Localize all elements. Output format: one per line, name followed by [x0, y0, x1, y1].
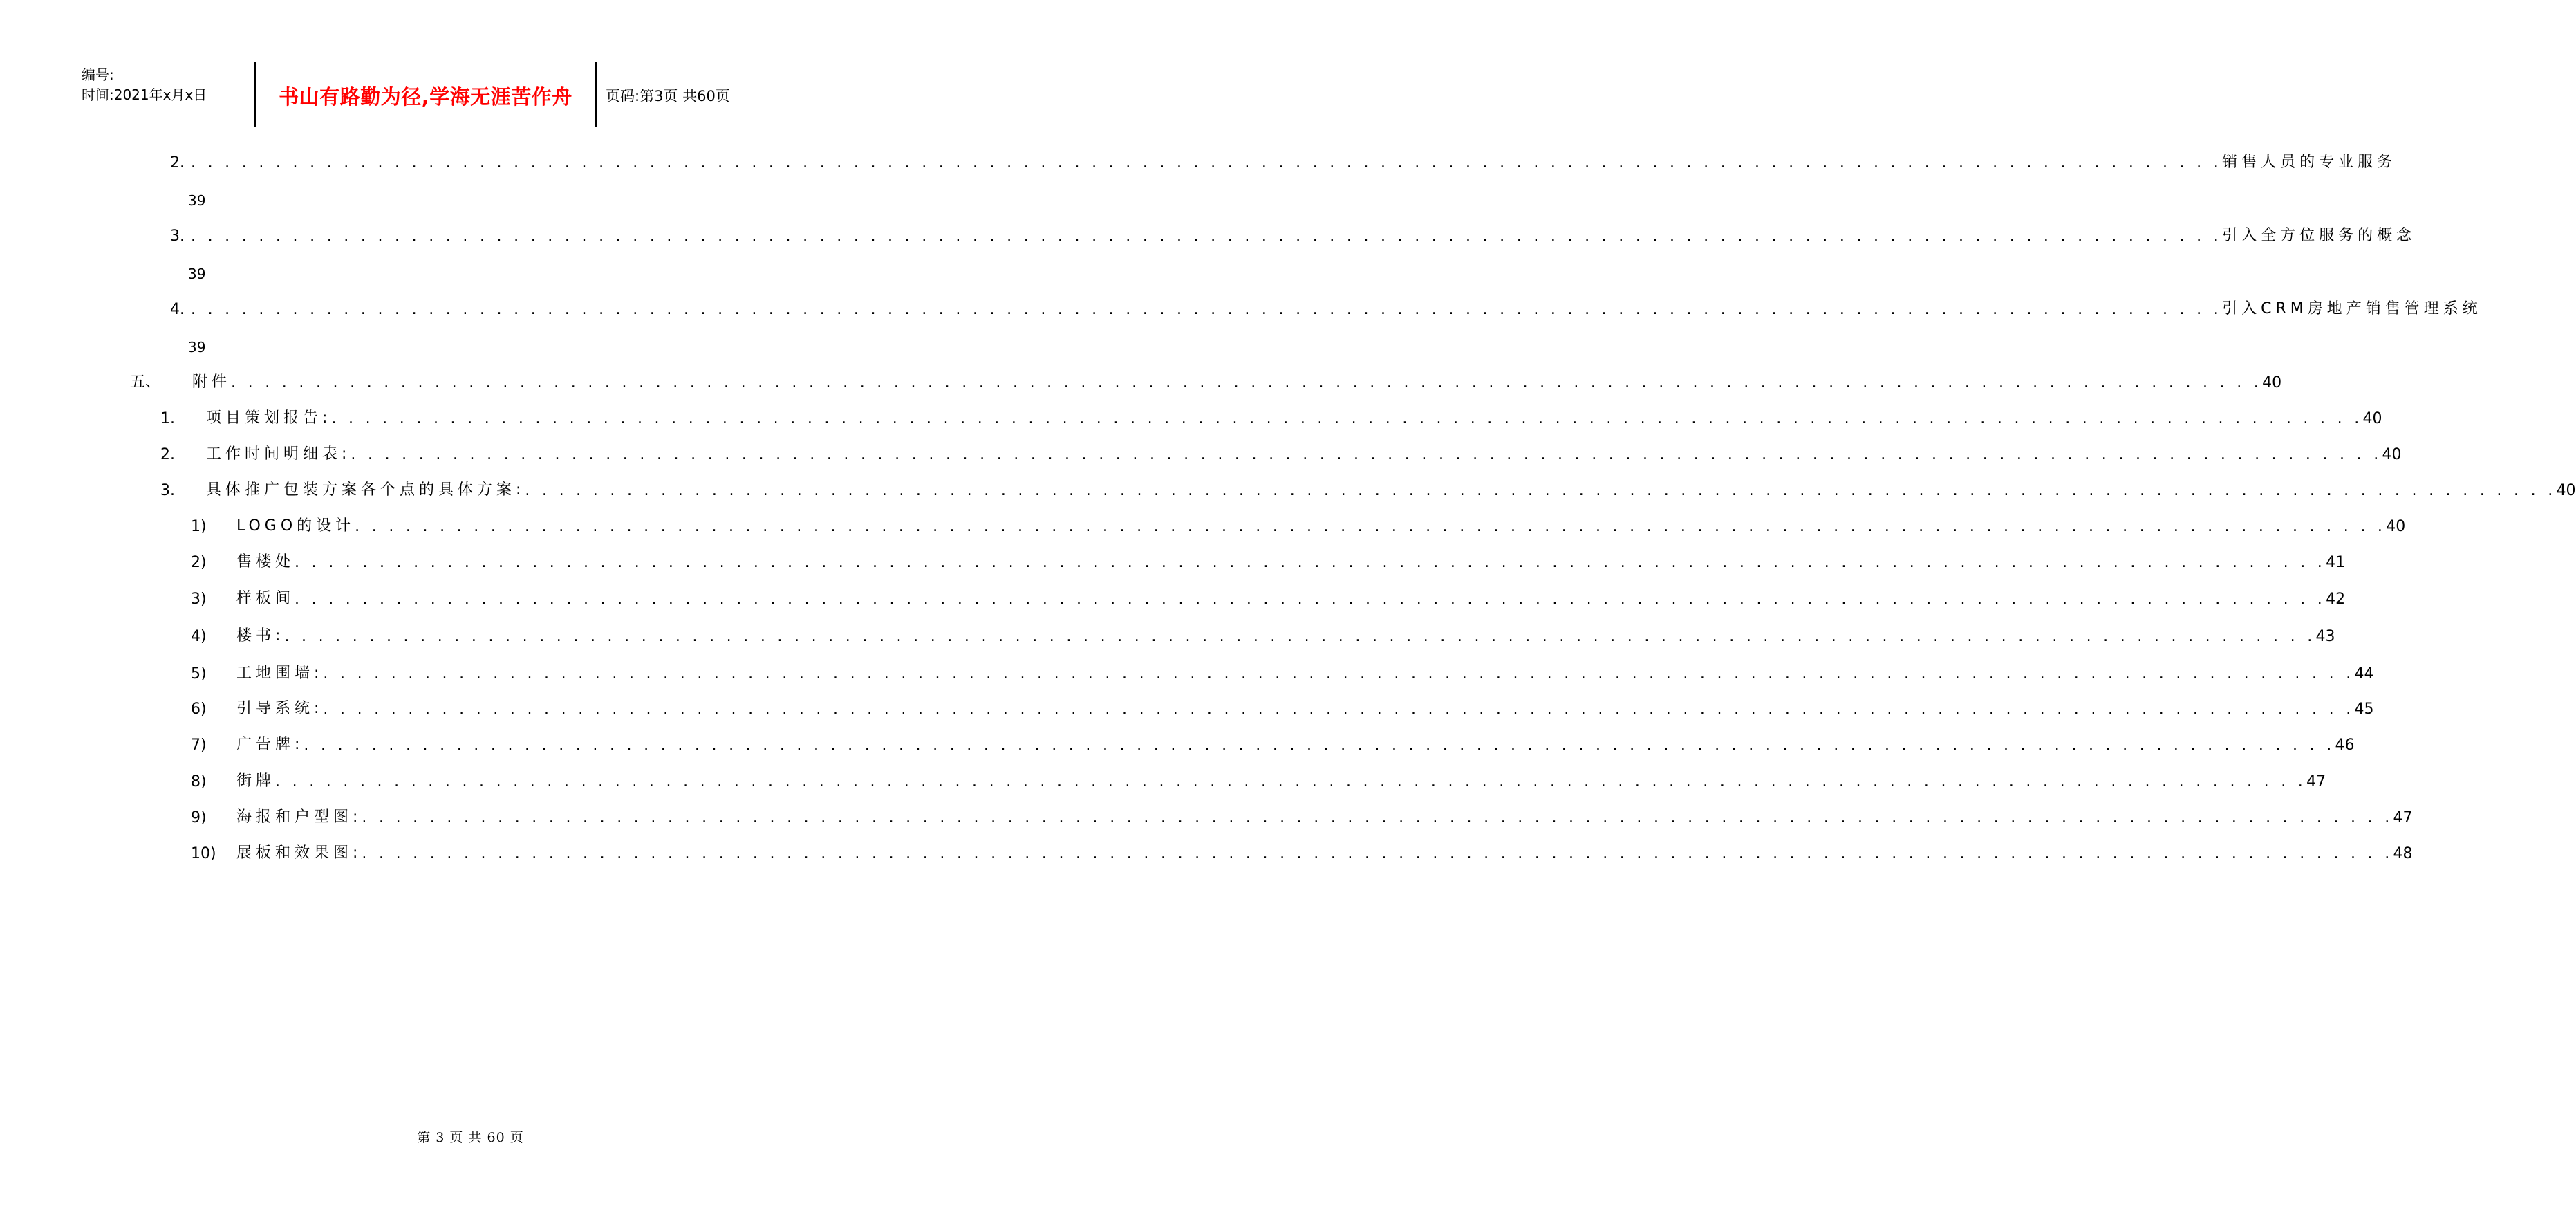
- toc-dot-leader: . . . . . . . . . . . . . . . . . . . . . . . . . . . . . . . . . . . . . . . . . . . . . . . . . . . . . . . . . . . . . . . . . . . . . . . . . . . . . . . . . . . . . . . . . . . . . . . . . . . . . . . . . . . . . . . . . . . . . . . .: [323, 665, 2355, 683]
- header-page-info: 页码:第3页 共60页: [606, 88, 730, 104]
- header-divider: [595, 62, 597, 127]
- toc-entry-page: 47: [2306, 773, 2326, 790]
- toc-entry: [191, 837, 2413, 862]
- toc-entry: [130, 367, 2282, 391]
- toc-dot-leader: . . . . . . . . . . . . . . . . . . . . . . . . . . . . . . . . . . . . . . . . . . . . . . . . . . . . . . . . . . . . . . . . . . . . . . . . . . . . . . . . . . . . . . . . . . . . . . . . . . . . . . . . . . . . . . . . . . . . . . . .: [191, 301, 2223, 318]
- toc-entry-number: 6): [191, 701, 207, 718]
- header-motto: 书山有路勤为径,学海无涯苦作舟: [279, 85, 572, 109]
- toc-entry-page: 48: [2393, 845, 2413, 862]
- toc-entry: [191, 658, 2374, 683]
- toc-entry-page: 39: [188, 339, 206, 355]
- toc-entry-number: 2.: [170, 154, 185, 172]
- toc-entry-page: 42: [2326, 591, 2346, 608]
- toc-entry-number: 4.: [170, 301, 185, 318]
- toc-dot-leader: . . . . . . . . . . . . . . . . . . . . . . . . . . . . . . . . . . . . . . . . . . . . . . . . . . . . . . . . . . . . . . . . . . . . . . . . . . . . . . . . . . . . . . . . . . . . . . . . . . . . . . . . . . . . . . . . . . . . . . . .: [295, 591, 2326, 608]
- toc-entry-title: 引入全方位服务的概念: [2222, 227, 2416, 244]
- toc-entry-number: 4): [191, 628, 207, 645]
- toc-entry-page: 40: [2556, 482, 2576, 499]
- toc-entry-number: 8): [191, 773, 207, 790]
- toc-entry: [160, 438, 2402, 463]
- toc-dot-leader: . . . . . . . . . . . . . . . . . . . . . . . . . . . . . . . . . . . . . . . . . . . . . . . . . . . . . . . . . . . . . . . . . . . . . . . . . . . . . . . . . . . . . . . . . . . . . . . . . . . . . . . . . . . . . . . . . . . . . . . .: [284, 628, 2316, 645]
- toc-entry-number: 2): [191, 554, 207, 571]
- toc-entry-number: 3): [191, 591, 207, 608]
- toc-entry-page: 44: [2354, 665, 2374, 683]
- toc-entry-page: 43: [2315, 628, 2335, 645]
- toc-entry: [191, 766, 2326, 790]
- toc-entry-title: 楼书:: [236, 627, 285, 645]
- toc-entry-title: 广告牌:: [236, 736, 304, 753]
- toc-entry-title: 售楼处: [236, 553, 295, 571]
- toc-entry: [191, 583, 2346, 608]
- toc-entry-page: 47: [2393, 809, 2413, 826]
- toc-entry-page: 40: [2262, 374, 2282, 391]
- toc-dot-leader: . . . . . . . . . . . . . . . . . . . . . . . . . . . . . . . . . . . . . . . . . . . . . . . . . . . . . . . . . . . . . . . . . . . . . . . . . . . . . . . . . . . . . . . . . . . . . . . . . . . . . . . . . . . . . . . . . . . . . . . .: [191, 228, 2223, 245]
- toc-entry: [170, 220, 2416, 245]
- toc-entry-page: 40: [2386, 518, 2406, 535]
- toc-entry-title: 工地围墙:: [236, 665, 324, 682]
- toc-entry-title: 工作时间明细表:: [206, 445, 351, 463]
- toc-entry: [160, 474, 2576, 499]
- toc-entry-page: 40: [2382, 446, 2402, 463]
- toc-dot-leader: . . . . . . . . . . . . . . . . . . . . . . . . . . . . . . . . . . . . . . . . . . . . . . . . . . . . . . . . . . . . . . . . . . . . . . . . . . . . . . . . . . . . . . . . . . . . . . . . . . . . . . . . . . . . . . . . . . . . . . . .: [362, 845, 2393, 862]
- toc-entry-number: 9): [191, 809, 207, 826]
- toc-entry-page: 46: [2335, 737, 2355, 754]
- toc-entry-number: 2.: [160, 446, 175, 463]
- toc-entry: [191, 729, 2355, 754]
- document-time-label: 时间:2021年x月x日: [82, 86, 207, 103]
- toc-entry-number: 3.: [160, 482, 175, 499]
- toc-dot-leader: . . . . . . . . . . . . . . . . . . . . . . . . . . . . . . . . . . . . . . . . . . . . . . . . . . . . . . . . . . . . . . . . . . . . . . . . . . . . . . . . . . . . . . . . . . . . . . . . . . . . . . . . . . . . . . . . . . . . . . . .: [525, 482, 2557, 499]
- toc-entry-number: 5): [191, 665, 207, 683]
- toc-entry-number: 3.: [170, 228, 185, 245]
- toc-entry-title: 引入CRM房地产销售管理系统: [2222, 300, 2482, 317]
- toc-entry-title: 街牌: [236, 772, 276, 790]
- document-code-label: 编号:: [82, 66, 114, 83]
- toc-entry-title: 具体推广包装方案各个点的具体方案:: [206, 481, 525, 499]
- toc-dot-leader: . . . . . . . . . . . . . . . . . . . . . . . . . . . . . . . . . . . . . . . . . . . . . . . . . . . . . . . . . . . . . . . . . . . . . . . . . . . . . . . . . . . . . . . . . . . . . . . . . . . . . . . . . . . . . . . . . . . . . . . .: [304, 737, 2335, 754]
- toc-entry-title: 附件: [192, 373, 232, 391]
- toc-entry: [170, 293, 2482, 318]
- toc-dot-leader: . . . . . . . . . . . . . . . . . . . . . . . . . . . . . . . . . . . . . . . . . . . . . . . . . . . . . . . . . . . . . . . . . . . . . . . . . . . . . . . . . . . . . . . . . . . . . . . . . . . . . . . . . . . . . . . . . . . . . . . .: [295, 554, 2326, 571]
- toc-dot-leader: . . . . . . . . . . . . . . . . . . . . . . . . . . . . . . . . . . . . . . . . . . . . . . . . . . . . . . . . . . . . . . . . . . . . . . . . . . . . . . . . . . . . . . . . . . . . . . . . . . . . . . . . . . . . . . . . . . . . . . . .: [362, 809, 2393, 826]
- toc-entry-title: 海报和户型图:: [236, 808, 362, 826]
- toc-entry-number: 五、: [130, 373, 161, 391]
- toc-entry-title: 引导系统:: [236, 700, 324, 717]
- toc-dot-leader: . . . . . . . . . . . . . . . . . . . . . . . . . . . . . . . . . . . . . . . . . . . . . . . . . . . . . . . . . . . . . . . . . . . . . . . . . . . . . . . . . . . . . . . . . . . . . . . . . . . . . . . . . . . . . . . . . . . . . . . .: [355, 518, 2387, 535]
- toc-entry-number: 1.: [160, 410, 175, 427]
- toc-entry: [191, 802, 2413, 826]
- toc-entry-number: 7): [191, 737, 207, 754]
- toc-entry-title: 项目策划报告:: [206, 409, 332, 427]
- toc-entry-number: 1): [191, 518, 207, 535]
- toc-entry-title: 销售人员的专业服务: [2222, 154, 2397, 171]
- toc-entry-page: 41: [2326, 554, 2346, 571]
- toc-dot-leader: . . . . . . . . . . . . . . . . . . . . . . . . . . . . . . . . . . . . . . . . . . . . . . . . . . . . . . . . . . . . . . . . . . . . . . . . . . . . . . . . . . . . . . . . . . . . . . . . . . . . . . . . . . . . . . . . . . . . . . . .: [191, 154, 2223, 172]
- toc-dot-leader: . . . . . . . . . . . . . . . . . . . . . . . . . . . . . . . . . . . . . . . . . . . . . . . . . . . . . . . . . . . . . . . . . . . . . . . . . . . . . . . . . . . . . . . . . . . . . . . . . . . . . . . . . . . . . . . . . . . . . . . .: [351, 446, 2382, 463]
- toc-entry: [191, 510, 2406, 535]
- toc-entry-title: 样板间: [236, 590, 295, 607]
- toc-entry-title: 展板和效果图:: [236, 844, 362, 862]
- toc-entry: [160, 402, 2382, 427]
- toc-entry: [170, 147, 2397, 172]
- page-footer: 第 3 页 共 60 页: [417, 1130, 524, 1145]
- toc-dot-leader: . . . . . . . . . . . . . . . . . . . . . . . . . . . . . . . . . . . . . . . . . . . . . . . . . . . . . . . . . . . . . . . . . . . . . . . . . . . . . . . . . . . . . . . . . . . . . . . . . . . . . . . . . . . . . . . . . . . . . . . .: [275, 773, 2307, 790]
- toc-entry-title: LOGO的设计: [236, 517, 355, 535]
- toc-entry-page: 39: [188, 192, 206, 209]
- toc-entry-page: 45: [2354, 701, 2374, 718]
- toc-entry-page: 39: [188, 266, 206, 282]
- page-header: [72, 62, 791, 127]
- toc-dot-leader: . . . . . . . . . . . . . . . . . . . . . . . . . . . . . . . . . . . . . . . . . . . . . . . . . . . . . . . . . . . . . . . . . . . . . . . . . . . . . . . . . . . . . . . . . . . . . . . . . . . . . . . . . . . . . . . . . . . . . . . .: [231, 374, 2263, 391]
- toc-dot-leader: . . . . . . . . . . . . . . . . . . . . . . . . . . . . . . . . . . . . . . . . . . . . . . . . . . . . . . . . . . . . . . . . . . . . . . . . . . . . . . . . . . . . . . . . . . . . . . . . . . . . . . . . . . . . . . . . . . . . . . . .: [323, 701, 2355, 718]
- toc-entry: [191, 693, 2374, 718]
- toc-dot-leader: . . . . . . . . . . . . . . . . . . . . . . . . . . . . . . . . . . . . . . . . . . . . . . . . . . . . . . . . . . . . . . . . . . . . . . . . . . . . . . . . . . . . . . . . . . . . . . . . . . . . . . . . . . . . . . . . . . . . . . . .: [331, 410, 2363, 427]
- header-meta: [82, 65, 207, 105]
- toc-entry: [191, 546, 2346, 571]
- toc-entry-number: 10): [191, 845, 216, 862]
- toc-entry: [191, 620, 2335, 645]
- toc-entry-page: 40: [2362, 410, 2382, 427]
